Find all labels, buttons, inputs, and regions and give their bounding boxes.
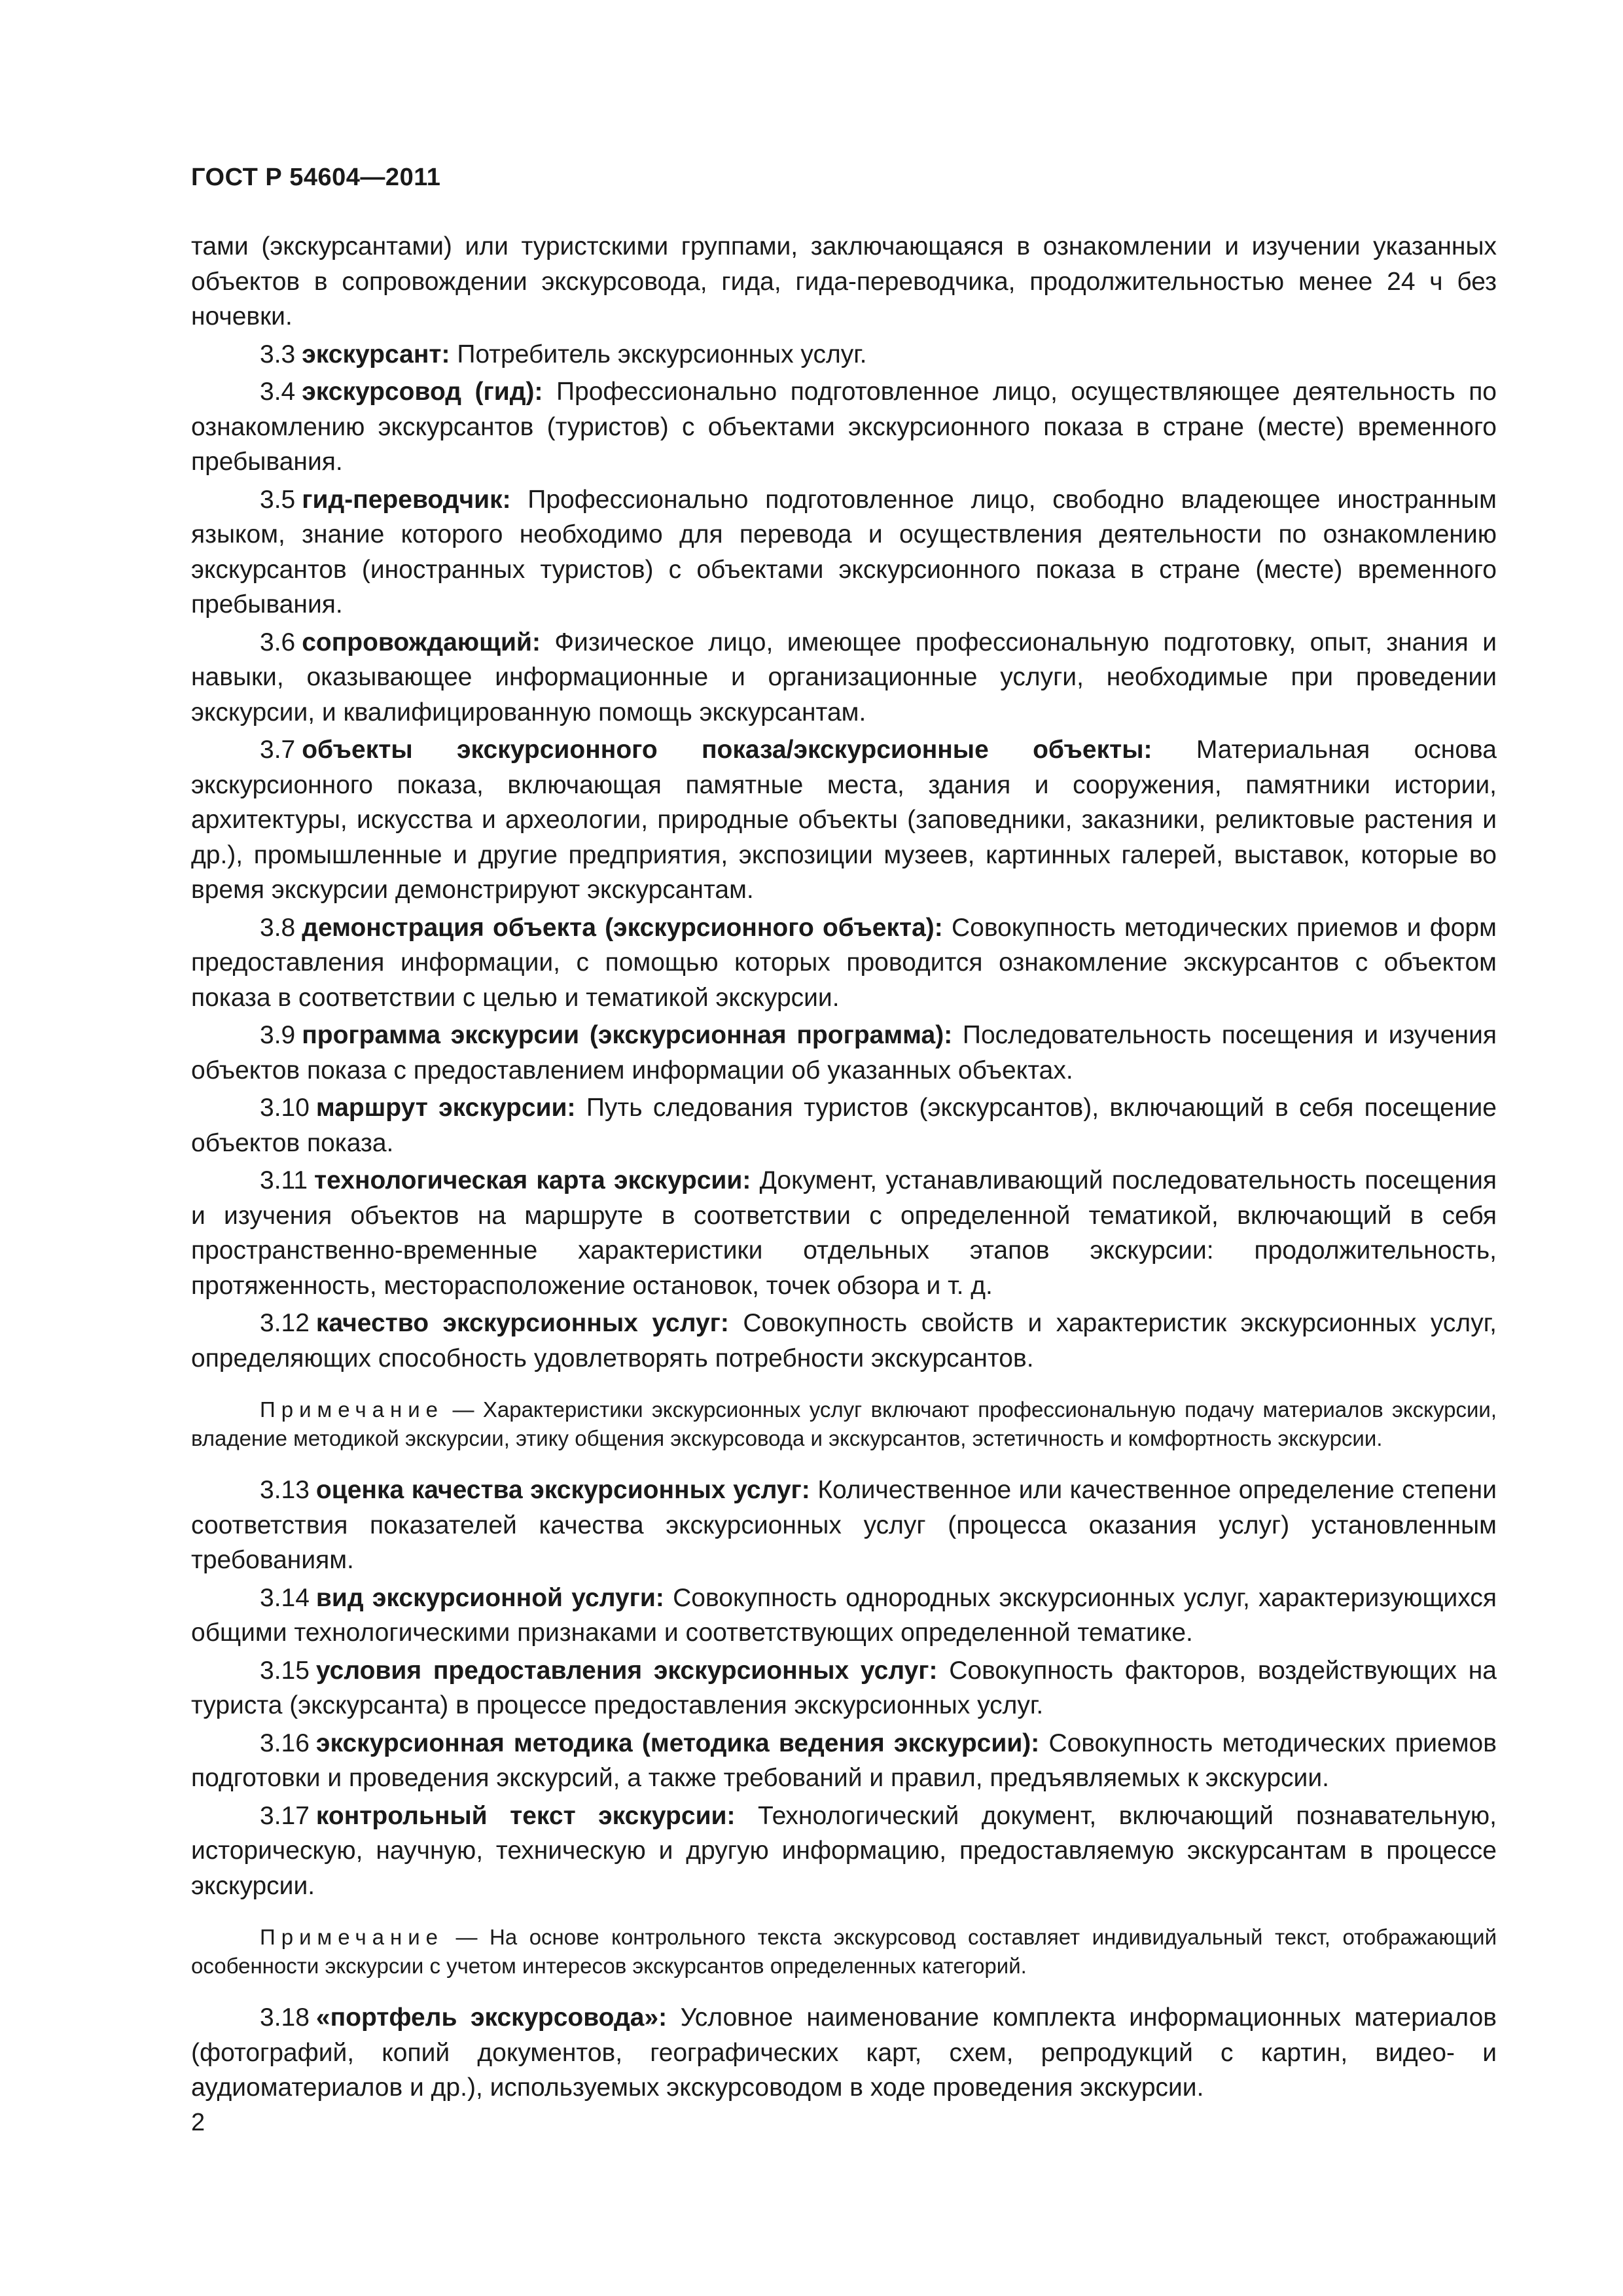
definition-number: 3.10: [260, 1094, 310, 1122]
definition-item: [191, 625, 1497, 730]
definition-number: 3.8: [260, 913, 296, 942]
note-text: — На основе контрольного текста экскурсовод составляет индивидуальный текст, отображающий особенности экскурсии с учетом интересов экскурсантов определенных категорий.: [191, 1925, 1497, 1978]
page-number: 2: [191, 2109, 205, 2136]
definition-term: демонстрация объекта (экскурсионного объекта):: [302, 913, 943, 942]
definition-term: условия предоставления экскурсионных услуг:: [315, 1656, 938, 1685]
definitions-group-1: [191, 337, 1497, 1376]
definition-term: экскурсовод (гид):: [302, 378, 543, 406]
document-header: ГОСТ Р 54604—2011: [191, 164, 441, 191]
definition-number: 3.14: [260, 1583, 310, 1612]
definition-number: 3.17: [260, 1801, 310, 1830]
definition-number: 3.7: [260, 736, 296, 764]
definition-term: экскурсант:: [302, 340, 450, 368]
definition-item: [191, 1581, 1497, 1651]
note-2: [191, 1923, 1497, 1981]
definition-term: вид экскурсионной услуги:: [315, 1583, 664, 1612]
definition-term: качество экскурсионных услуг:: [315, 1309, 729, 1337]
definition-term: объекты экскурсионного показа/экскурсионные объекты:: [302, 736, 1152, 764]
definition-item: [191, 1726, 1497, 1796]
definition-text: Технологический документ, включающий познавательную, историческую, научную, техническую и другую информацию, предоставляемую экскурсантам в процессе экскурсии.: [191, 1801, 1497, 1900]
definition-text: Материальная основа экскурсионного показа, включающая памятные места, здания и сооружения, памятники истории, архитектуры, искусства и археологии, природные объекты (заповедники, заказники, реликтовые растения и др.), промышленные и другие предприятия, экспозиции музеев, картинных галерей, выставок, которые во время экскурсии демонстрируют экскурсантам.: [191, 736, 1497, 904]
note-text: — Характеристики экскурсионных услуг включают профессиональную подачу материалов экскурсии, владение методикой экскурсии, этику общения экскурсовода и экскурсантов, эстетичность и комфортность экскурсии.: [191, 1397, 1497, 1450]
definition-text: Условное наименование комплекта информационных материалов (фотографий, копий документов, географических карт, схем, репродукций с картин, видео- и аудиоматериалов и др.), используемых экскурсоводом в ходе проведения экскурсии.: [191, 2003, 1497, 2102]
definition-item: [191, 374, 1497, 480]
definition-number: 3.4: [260, 378, 296, 406]
definition-number: 3.9: [260, 1021, 296, 1049]
definition-number: 3.13: [260, 1476, 310, 1504]
definition-item: [191, 2000, 1497, 2106]
definition-text: Потребитель экскурсионных услуг.: [457, 340, 867, 368]
definition-text: Физическое лицо, имеющее профессиональную подготовку, опыт, знания и навыки, оказывающее информационные и организационные услуги, необходимые при проведении экскурсии, и квалифицированную помощь экскурсантам.: [191, 628, 1497, 726]
definition-term: гид-переводчик:: [302, 485, 511, 514]
definition-item: [191, 1653, 1497, 1723]
definition-text: Профессионально подготовленное лицо, свободно владеющее иностранным языком, знание которого необходимо для перевода и осуществления деятельности по ознакомлению экскурсантов (иностранных туристов) с объектами экскурсионного показа в стране (месте) временного пребывания.: [191, 485, 1497, 619]
definition-text: Количественное или качественное определение степени соответствия показателей качества экскурсионных услуг (процесса оказания услуг) установленным требованиям.: [191, 1476, 1497, 1574]
definition-item: [191, 1018, 1497, 1088]
definition-term: оценка качества экскурсионных услуг:: [315, 1476, 810, 1504]
definition-text: Документ, устанавливающий последовательность посещения и изучения объектов на маршруте в соответствии с определенной тематикой, включающий в себя пространственно-временные характеристики отдельных этапов экскурсии: продолжительность, протяженность, месторасположение остановок, точек обзора и т. д.: [191, 1166, 1497, 1300]
definition-text: Совокупность методических приемов подготовки и проведения экскурсий, а также требований и правил, предъявляемых к экскурсии.: [191, 1729, 1497, 1792]
definition-term: экскурсионная методика (методика ведения экскурсии):: [315, 1729, 1040, 1757]
definition-term: контрольный текст экскурсии:: [315, 1801, 736, 1830]
definition-number: 3.11: [260, 1166, 308, 1194]
definition-item: [191, 1799, 1497, 1904]
definition-item: [191, 1163, 1497, 1303]
definition-term: программа экскурсии (экскурсионная программа):: [302, 1021, 953, 1049]
note-1: [191, 1395, 1497, 1453]
definition-text: Профессионально подготовленное лицо, осуществляющее деятельность по ознакомлению экскурсантов (туристов) с объектами экскурсионного показа в стране (месте) временного пребывания.: [191, 378, 1497, 476]
definition-item: [191, 732, 1497, 908]
definition-item: [191, 337, 1497, 372]
definition-item: [191, 910, 1497, 1016]
definition-item: [191, 1306, 1497, 1376]
note-label: Примечание: [260, 1397, 444, 1422]
definition-item: [191, 1473, 1497, 1578]
definition-term: маршрут экскурсии:: [315, 1094, 576, 1122]
definition-number: 3.3: [260, 340, 296, 368]
definition-item: [191, 482, 1497, 622]
definitions-group-2: [191, 1473, 1497, 1903]
definition-text: Совокупность свойств и характеристик экскурсионных услуг, определяющих способность удовлетворять потребности экскурсантов.: [191, 1309, 1497, 1372]
definition-number: 3.5: [260, 485, 296, 514]
definition-number: 3.15: [260, 1656, 310, 1685]
note-label: Примечание: [260, 1925, 444, 1949]
definitions-group-3: [191, 2000, 1497, 2106]
definition-text: Совокупность методических приемов и форм предоставления информации, с помощью которых проводится ознакомление экскурсантов с объектом показа в соответствии с целью и тематикой экскурсии.: [191, 913, 1497, 1012]
definition-number: 3.12: [260, 1309, 310, 1337]
definition-text: Последовательность посещения и изучения объектов показа с предоставлением информации об указанных объектах.: [191, 1021, 1497, 1085]
definition-text: Совокупность факторов, воздействующих на туриста (экскурсанта) в процессе предоставления экскурсионных услуг.: [191, 1656, 1497, 1719]
definition-term: технологическая карта экскурсии:: [314, 1166, 751, 1194]
definition-term: «портфель экскурсовода»:: [315, 2003, 668, 2032]
document-body: [191, 229, 1497, 2106]
intro-paragraph: тами (экскурсантами) или туристскими группами, заключающаяся в ознакомлении и изучении указанных объектов в сопровождении экскурсовода, гида, гида-переводчика, продолжительностью менее 24 ч без ночевки.: [191, 232, 1497, 331]
definition-number: 3.18: [260, 2003, 310, 2032]
definition-text: Совокупность однородных экскурсионных услуг, характеризующихся общими технологическими признаками и соответствующих определенной тематике.: [191, 1583, 1497, 1647]
definition-text: Путь следования туристов (экскурсантов), включающий в себя посещение объектов показа.: [191, 1094, 1497, 1157]
definition-number: 3.6: [260, 628, 296, 656]
definition-term: сопровождающий:: [302, 628, 541, 656]
definition-number: 3.16: [260, 1729, 310, 1757]
definition-item: [191, 1090, 1497, 1160]
